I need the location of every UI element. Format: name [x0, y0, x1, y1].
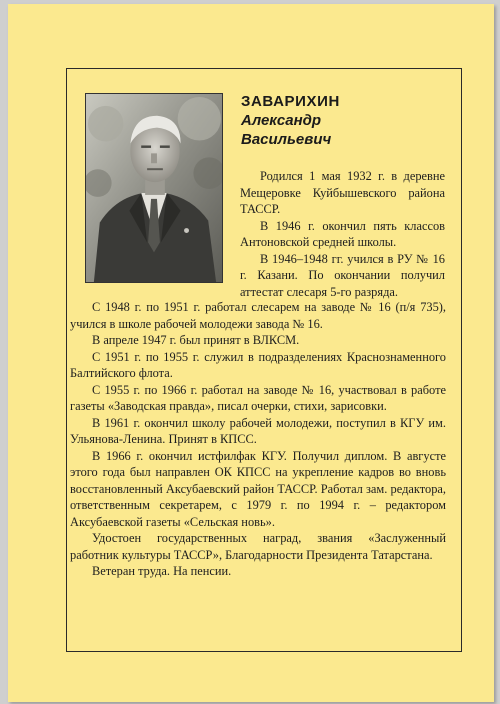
bio-paragraph: Удостоен государственных наград, звания «Заслуженный работник культуры ТАССР», Благодарности Президента Татарстана.	[70, 531, 446, 562]
bio-paragraph: В 1946–1948 гг. учился в РУ № 16 г. Казани. По окончании получил аттестат слесаря 5-го разряда.	[240, 251, 445, 299]
name-heading	[241, 92, 451, 149]
bio-paragraph: В 1961 г. окончил школу рабочей молодежи, поступил в КГУ им. Ульянова-Ленина. Принят в КПСС.	[70, 415, 446, 446]
bio-paragraph: В апреле 1947 г. был принят в ВЛКСМ.	[92, 333, 300, 347]
bio-right-column	[240, 168, 445, 300]
bio-paragraph: С 1951 г. по 1955 г. служил в подразделениях Краснознаменного Балтийского флота.	[70, 349, 446, 380]
surname: ЗАВАРИХИН	[241, 93, 340, 110]
bio-full-width	[70, 299, 446, 580]
bio-paragraph: Родился 1 мая 1932 г. в деревне Мещеровке Куйбышевского района ТАССР.	[240, 169, 445, 216]
portrait-photo	[85, 93, 223, 283]
bio-paragraph: В 1966 г. окончил истфилфак КГУ. Получил диплом. В августе этого года был направлен ОК КПСС на укрепление кадров во вновь восстановленный Аксубаевский район ТАССР. Работал зам. редактора, ответственным секретарем, с 1979 г. по 1994 г. – редактором Аксубаевской газеты «Сельская новь».	[70, 448, 446, 529]
bio-paragraph: В 1946 г. окончил пять классов Антоновской средней школы.	[240, 218, 445, 249]
patronymic: Васильевич	[241, 131, 332, 148]
bio-paragraph: С 1955 г. по 1966 г. работал на заводе № 16, участвовал в работе газеты «Заводская правда», писал очерки, стихи, зарисовки.	[70, 382, 446, 413]
bio-paragraph: С 1948 г. по 1951 г. работал слесарем на заводе № 16 (п/я 735), учился в школе рабочей молодежи завода № 16.	[70, 300, 446, 331]
bio-paragraph: Ветеран труда. На пенсии.	[92, 564, 232, 578]
first-name: Александр	[241, 112, 322, 129]
